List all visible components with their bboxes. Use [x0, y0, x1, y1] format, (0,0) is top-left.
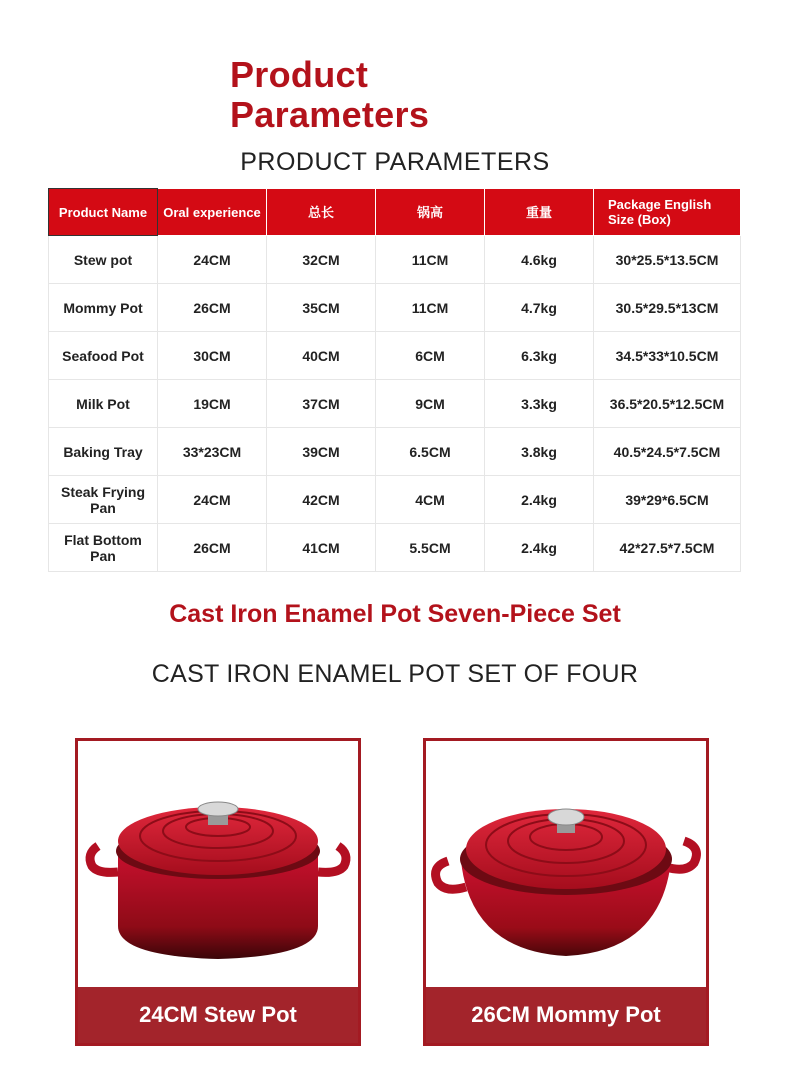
cell-product-name: Baking Tray: [49, 428, 158, 476]
cell-package-size: 36.5*20.5*12.5CM: [594, 380, 741, 428]
cell-product-name: Seafood Pot: [49, 332, 158, 380]
cell-package-size: 42*27.5*7.5CM: [594, 524, 741, 572]
table-row: [49, 476, 741, 524]
cell-weight: 3.8kg: [485, 428, 594, 476]
stew-pot-image: [78, 741, 358, 993]
cell-total-length: 42CM: [267, 476, 376, 524]
table-row: [49, 332, 741, 380]
cell-pot-height: 6.5CM: [376, 428, 485, 476]
cell-pot-height: 6CM: [376, 332, 485, 380]
header-oral-experience: Oral experience: [158, 189, 267, 236]
set-title: Cast Iron Enamel Pot Seven-Piece Set: [169, 600, 621, 628]
table-row: [49, 236, 741, 284]
product-card-stew-pot: [75, 738, 361, 1046]
parameters-table: [48, 188, 741, 572]
cell-package-size: 34.5*33*10.5CM: [594, 332, 741, 380]
table-row: [49, 428, 741, 476]
cell-oral-experience: 26CM: [158, 284, 267, 332]
header-product-name: Product Name: [49, 189, 158, 236]
cell-product-name: Milk Pot: [49, 380, 158, 428]
cell-package-size: 30*25.5*13.5CM: [594, 236, 741, 284]
header-package-size: Package English Size (Box): [594, 189, 741, 236]
cell-package-size: 30.5*29.5*13CM: [594, 284, 741, 332]
cell-product-name: Stew pot: [49, 236, 158, 284]
cell-total-length: 37CM: [267, 380, 376, 428]
cell-product-name: Flat Bottom Pan: [49, 524, 158, 572]
table-row: [49, 284, 741, 332]
cell-weight: 4.7kg: [485, 284, 594, 332]
cell-product-name: Mommy Pot: [49, 284, 158, 332]
cell-weight: 3.3kg: [485, 380, 594, 428]
set-subtitle: CAST IRON ENAMEL POT SET OF FOUR: [151, 660, 639, 688]
table-header-row: [49, 189, 741, 236]
cell-pot-height: 4CM: [376, 476, 485, 524]
cell-total-length: 32CM: [267, 236, 376, 284]
page-title: [230, 55, 429, 135]
cell-pot-height: 5.5CM: [376, 524, 485, 572]
cell-total-length: 35CM: [267, 284, 376, 332]
cell-pot-height: 9CM: [376, 380, 485, 428]
cell-oral-experience: 33*23CM: [158, 428, 267, 476]
header-pot-height: 锅高: [376, 189, 485, 236]
table-row: [49, 524, 741, 572]
table-row: [49, 380, 741, 428]
title-line-2: Parameters: [230, 94, 430, 135]
cell-pot-height: 11CM: [376, 284, 485, 332]
cell-oral-experience: 26CM: [158, 524, 267, 572]
cell-weight: 2.4kg: [485, 524, 594, 572]
title-line-1: Product: [230, 54, 369, 95]
card-caption-stew-pot: 24CM Stew Pot: [78, 987, 358, 1043]
cell-oral-experience: 19CM: [158, 380, 267, 428]
cell-package-size: 40.5*24.5*7.5CM: [594, 428, 741, 476]
cell-oral-experience: 24CM: [158, 476, 267, 524]
cell-package-size: 39*29*6.5CM: [594, 476, 741, 524]
page-subtitle: PRODUCT PARAMETERS: [240, 148, 550, 176]
cell-total-length: 39CM: [267, 428, 376, 476]
cell-product-name: Steak Frying Pan: [49, 476, 158, 524]
cell-weight: 2.4kg: [485, 476, 594, 524]
cell-weight: 4.6kg: [485, 236, 594, 284]
cell-weight: 6.3kg: [485, 332, 594, 380]
cell-total-length: 41CM: [267, 524, 376, 572]
cell-pot-height: 11CM: [376, 236, 485, 284]
header-weight: 重量: [485, 189, 594, 236]
cell-oral-experience: 24CM: [158, 236, 267, 284]
product-card-mommy-pot: [423, 738, 709, 1046]
card-caption-mommy-pot: 26CM Mommy Pot: [426, 987, 706, 1043]
cell-oral-experience: 30CM: [158, 332, 267, 380]
mommy-pot-image: [426, 741, 706, 993]
header-total-length: 总长: [267, 189, 376, 236]
cell-total-length: 40CM: [267, 332, 376, 380]
